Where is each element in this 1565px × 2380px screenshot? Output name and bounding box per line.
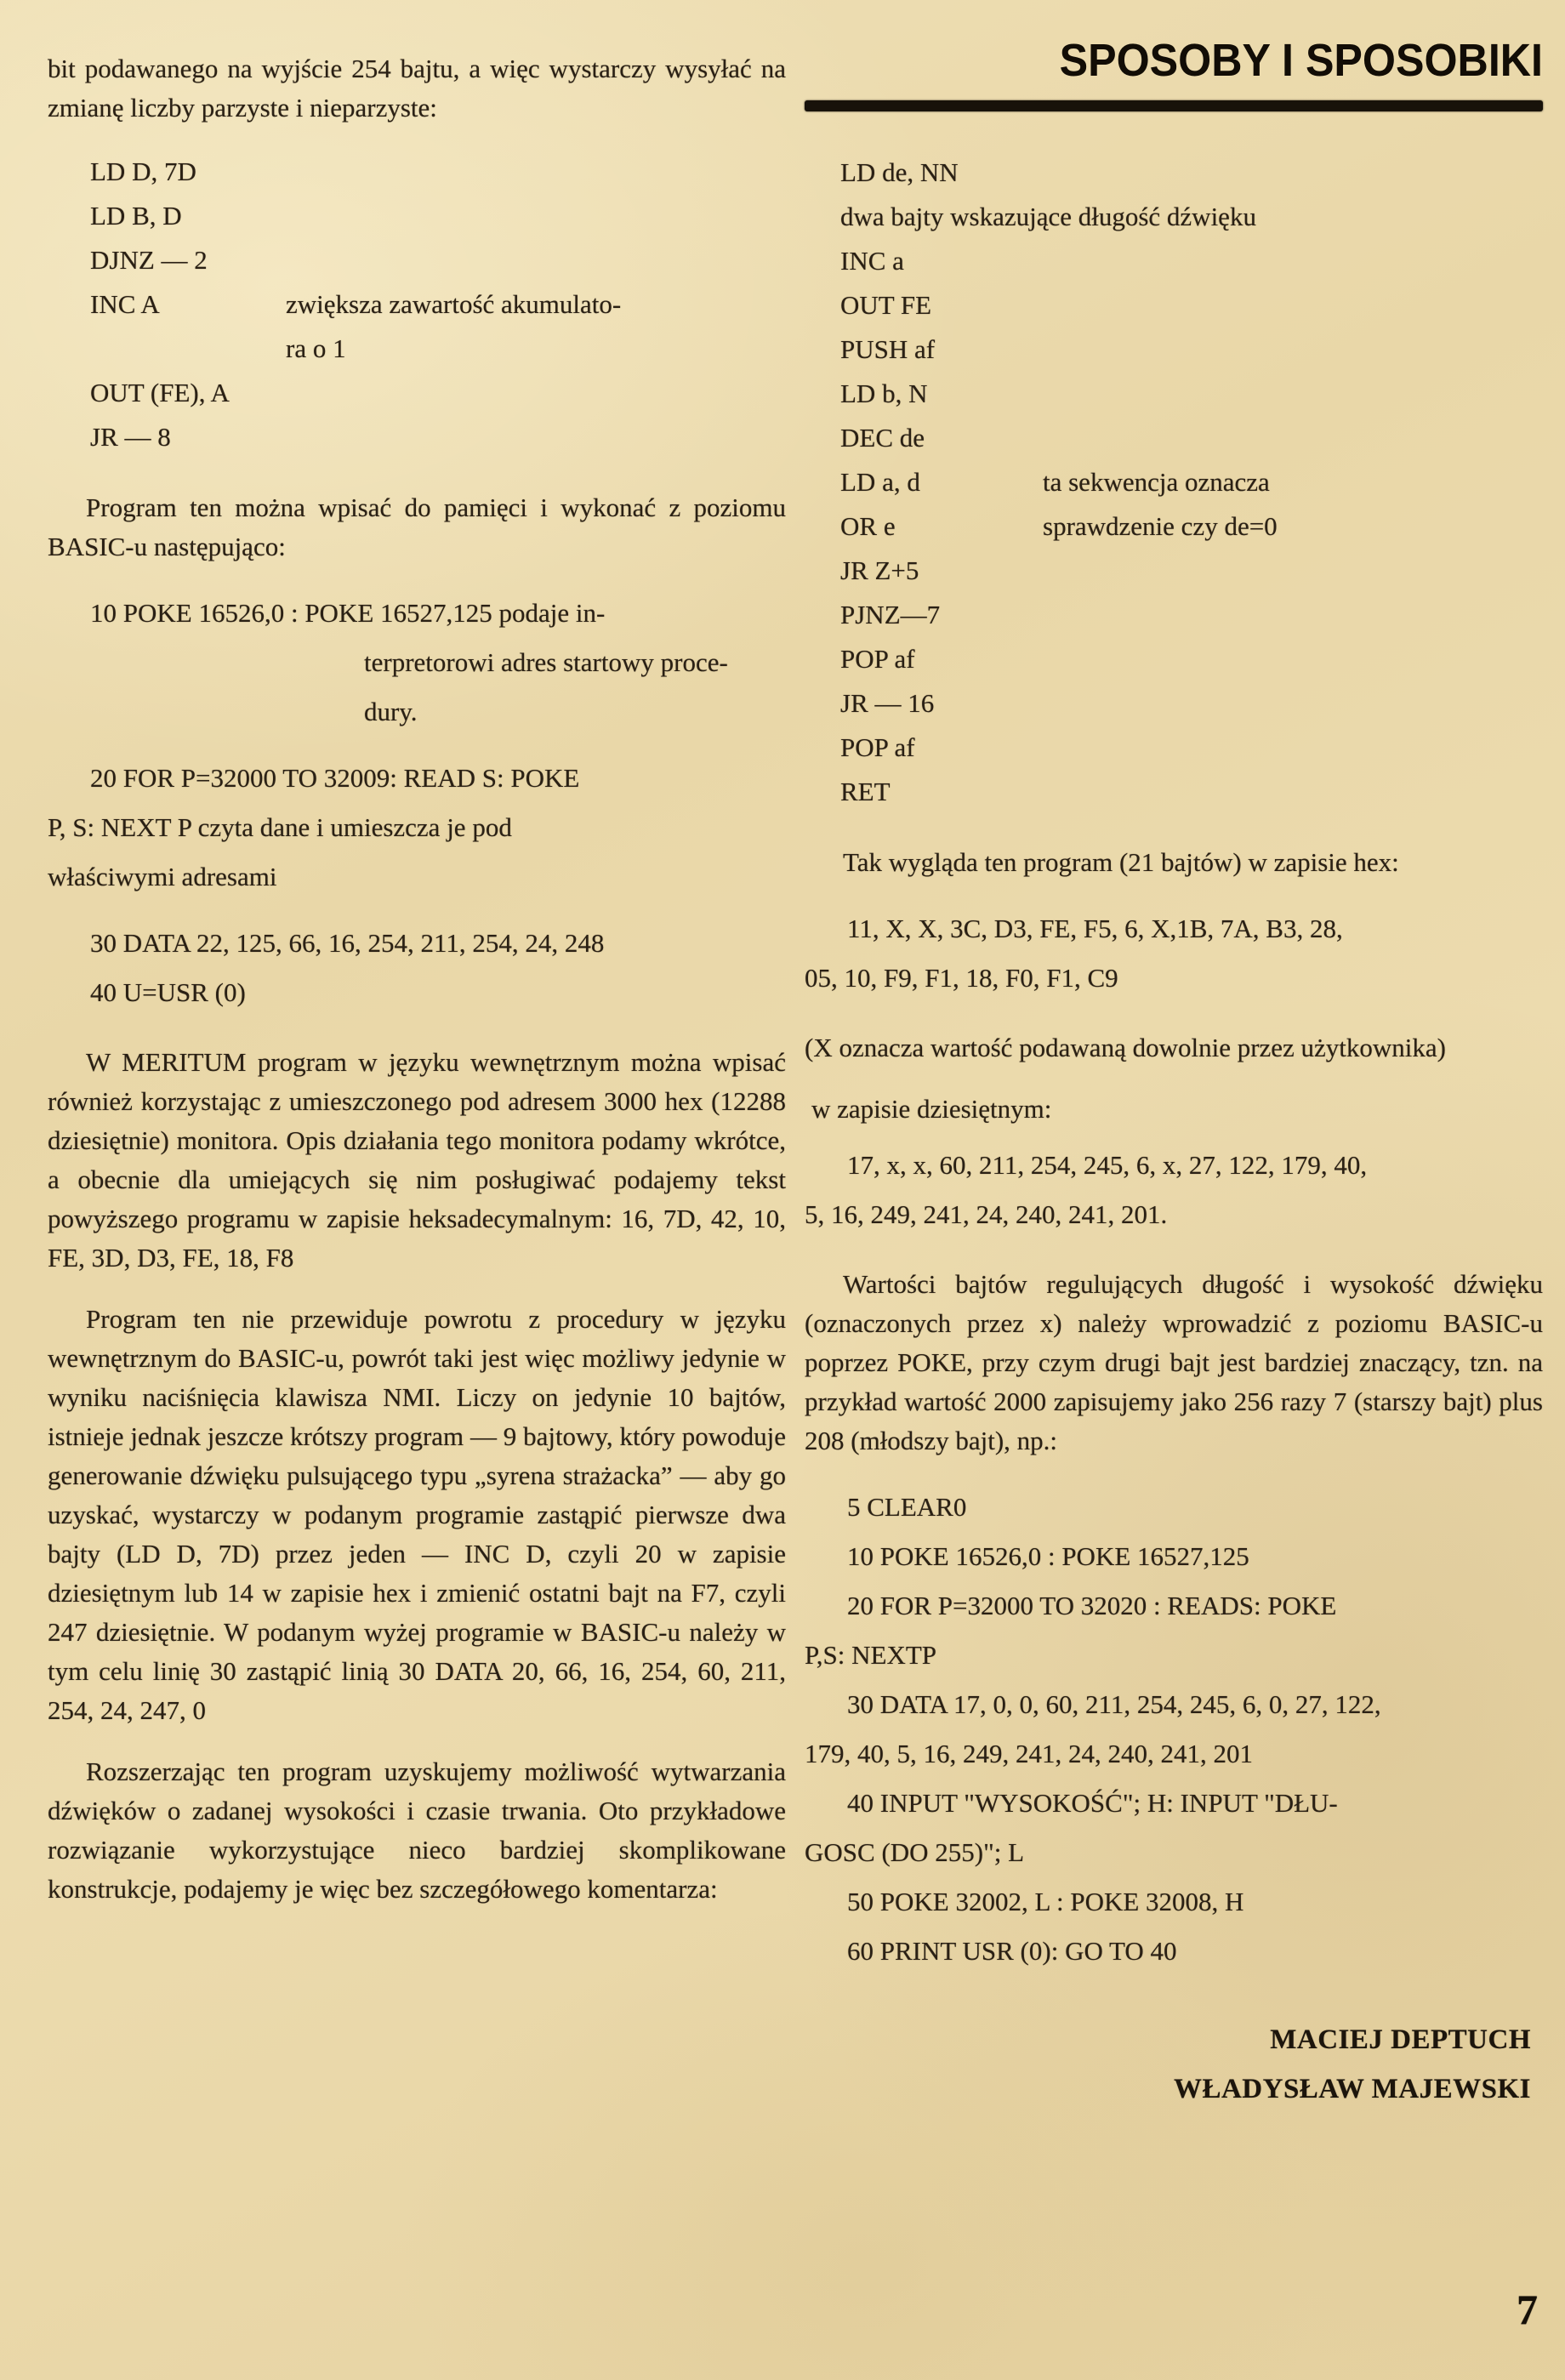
basic-line: terpretorowi adres startowy proce- <box>364 647 728 677</box>
asm-line <box>805 726 1543 770</box>
asm-opcode: INC a <box>840 246 904 276</box>
asm-opcode: DEC de <box>840 423 925 453</box>
basic-line: 50 POKE 32002, L : POKE 32008, H <box>847 1887 1244 1916</box>
asm-comment <box>1043 151 1543 195</box>
asm-comment <box>1043 770 1543 814</box>
nmi-paragraph: Program ten nie przewiduje powrotu z procedury w języku wewnętrznym do BASIC-u, powrót taki jest więc możliwy jedynie w wyniku naciśnięcia klawisza NMI. Liczy on jedynie 10 bajtów, istnieje jednak jeszcze krótszy program — 9 bajtowy, który powoduje generowanie dźwięku pulsującego typu „syrena strażacka” — aby go uzyskać, wystarczy w podanym programie zastąpić pierwsze dwa bajty (LD D, 7D) przez jeden — INC D, czyli 20 w zapisie dziesiętnym lub 14 w zapisie hex i zmienić ostatni bajt na F7, czyli 247 dziesiętnie. W podanym wyżej programie w BASIC-u należy w tym celu linię 30 zastąpić linią 30 DATA 20, 66, 16, 254, 60, 211, 254, 24, 247, 0 <box>48 1304 786 1725</box>
asm-line <box>805 593 1543 637</box>
divider-rule <box>805 100 1543 111</box>
assembly-listing-short <box>48 150 786 459</box>
asm-opcode: LD b, N <box>840 379 928 408</box>
asm-opcode: OUT FE <box>840 290 932 320</box>
asm-comment <box>1043 283 1543 327</box>
page-number: 7 <box>1517 2286 1538 2333</box>
asm-opcode: LD de, NN <box>840 157 959 187</box>
asm-comment <box>1043 239 1543 283</box>
asm-comment <box>1043 637 1543 681</box>
intro-paragraph: bit podawanego na wyjście 254 bajtu, a więc wystarczy wysyłać na zmianę liczby parzyste i nieparzyste: <box>48 54 786 122</box>
basic-listing-1 <box>48 589 786 1017</box>
asm-opcode: LD D, 7D <box>90 157 196 186</box>
asm-comment <box>1043 416 1543 460</box>
basic-line: dury. <box>364 697 418 726</box>
decimal-label: w zapisie dziesiętnym: <box>811 1094 1052 1124</box>
decimal-listing <box>805 1141 1543 1239</box>
asm-opcode: JR — 16 <box>840 688 935 718</box>
left-column <box>48 49 786 1931</box>
asm-opcode <box>48 327 286 371</box>
hex-line: 11, X, X, 3C, D3, FE, F5, 6, X,1B, 7A, B3, 28, <box>847 914 1343 943</box>
basic-line: 20 FOR P=32000 TO 32020 : READS: POKE <box>847 1591 1337 1620</box>
asm-line <box>805 372 1543 416</box>
asm-comment <box>286 238 786 282</box>
basic-line: właściwymi adresami <box>48 862 277 891</box>
basic-intro-paragraph: Program ten można wpisać do pamięci i wykonać z poziomu BASIC-u następująco: <box>48 493 786 561</box>
asm-comment <box>1043 593 1543 637</box>
asm-comment <box>286 371 786 415</box>
x-note-paragraph: (X oznacza wartość podawaną dowolnie przez użytkownika) <box>805 1033 1447 1062</box>
section-masthead <box>805 34 1543 111</box>
asm-line <box>805 637 1543 681</box>
asm-comment <box>1043 327 1543 372</box>
hex-line: 05, 10, F9, F1, 18, F0, F1, C9 <box>805 963 1118 993</box>
basic-line: 30 DATA 17, 0, 0, 60, 211, 254, 245, 6, 0, 27, 122, <box>847 1689 1381 1719</box>
asm-opcode: POP af <box>840 732 915 762</box>
asm-line <box>805 327 1543 372</box>
asm-comment: ta sekwencja oznacza <box>1043 467 1270 497</box>
asm-line <box>805 283 1543 327</box>
asm-opcode: JR — 8 <box>90 422 171 452</box>
asm-line <box>48 282 786 327</box>
assembly-listing-extended <box>805 151 1543 814</box>
basic-line: 10 POKE 16526,0 : POKE 16527,125 <box>847 1541 1249 1571</box>
asm-opcode: OR e <box>840 511 896 541</box>
asm-opcode: OUT (FE), A <box>90 378 230 407</box>
author-name: MACIEJ DEPTUCH <box>1270 2024 1531 2055</box>
asm-opcode: DJNZ — 2 <box>90 245 208 275</box>
hex-intro-paragraph: Tak wygląda ten program (21 bajtów) w zapisie hex: <box>843 847 1399 877</box>
basic-line: 60 PRINT USR (0): GO TO 40 <box>847 1936 1177 1966</box>
basic-line: 179, 40, 5, 16, 249, 241, 24, 240, 241, 201 <box>805 1739 1253 1768</box>
decimal-line: 17, x, x, 60, 211, 254, 245, 6, x, 27, 122, 179, 40, <box>847 1150 1368 1180</box>
decimal-line: 5, 16, 249, 241, 24, 240, 241, 201. <box>805 1199 1168 1229</box>
asm-line <box>48 415 786 459</box>
asm-line <box>805 504 1543 549</box>
asm-line <box>805 681 1543 726</box>
asm-comment <box>286 150 786 194</box>
asm-comment <box>286 415 786 459</box>
extend-paragraph: Rozszerzając ten program uzyskujemy możliwość wytwarzania dźwięków o zadanej wysokości i czasie trwania. Oto przykładowe rozwiązanie wykorzystujące nieco bardziej skomplikowane konstrukcje, podajemy je więc bez szczegółowego komentarza: <box>48 1757 786 1904</box>
asm-opcode: POP af <box>840 644 915 674</box>
basic-line: 20 FOR P=32000 TO 32009: READ S: POKE <box>90 763 580 793</box>
basic-line: 10 POKE 16526,0 : POKE 16527,125 podaje in- <box>90 598 606 628</box>
author-name: WŁADYSŁAW MAJEWSKI <box>1173 2074 1531 2104</box>
basic-line: 40 INPUT "WYSOKOŚĆ"; H: INPUT "DŁU- <box>847 1788 1338 1818</box>
asm-comment <box>1043 681 1543 726</box>
asm-line <box>805 416 1543 460</box>
author-credits <box>805 2015 1543 2114</box>
asm-line <box>805 239 1543 283</box>
asm-opcode: RET <box>840 777 891 806</box>
asm-line <box>48 150 786 194</box>
basic-line: 30 DATA 22, 125, 66, 16, 254, 211, 254, 24, 248 <box>90 928 605 958</box>
right-column <box>805 34 1543 2114</box>
asm-line <box>805 151 1543 195</box>
asm-comment: zwiększa zawartość akumulato- <box>286 289 622 319</box>
asm-line <box>805 460 1543 504</box>
asm-opcode: PUSH af <box>840 334 936 364</box>
basic-line: P,S: NEXTP <box>805 1640 937 1670</box>
asm-comment <box>1043 726 1543 770</box>
basic-line: GOSC (DO 255)"; L <box>805 1837 1025 1867</box>
asm-opcode: LD B, D <box>90 201 182 231</box>
asm-comment <box>286 194 786 238</box>
asm-comment <box>1043 549 1543 593</box>
asm-opcode: JR Z+5 <box>840 555 919 585</box>
asm-comment: ra o 1 <box>286 333 346 363</box>
asm-line <box>48 371 786 415</box>
asm-comment: sprawdzenie czy de=0 <box>1043 511 1278 541</box>
asm-comment: dwa bajty wskazujące długość dźwięku <box>840 202 1256 231</box>
values-paragraph: Wartości bajtów regulujących długość i wysokość dźwięku (oznaczonych przez x) należy wprowadzić z poziomu BASIC-u poprzez POKE, przy czym drugi bajt jest bardziej znaczący, tzn. na przykład wartość 2000 zapisujemy jako 256 razy 7 (starszy bajt) plus 208 (młodszy bajt), np.: <box>805 1269 1543 1455</box>
basic-line: P, S: NEXT P czyta dane i umieszcza je pod <box>48 812 512 842</box>
basic-line: 5 CLEAR0 <box>847 1492 967 1522</box>
asm-comment <box>1043 372 1543 416</box>
asm-line <box>48 327 786 371</box>
hex-listing <box>805 904 1543 1003</box>
basic-line: 40 U=USR (0) <box>90 977 246 1007</box>
asm-line <box>48 194 786 238</box>
asm-comment-line <box>805 195 1543 239</box>
asm-opcode: INC A <box>90 289 160 319</box>
asm-line <box>805 770 1543 814</box>
meritum-paragraph: W MERITUM program w języku wewnętrznym można wpisać również korzystając z umieszczonego pod adresem 3000 hex (12288 dziesiętnie) monitora. Opis działania tego monitora podamy wkrótce, a obecnie dla umiejących się nim posługiwać podajemy tekst powyższego programu w zapisie heksadecymalnym: 16, 7D, 42, 10, FE, 3D, D3, FE, 18, F8 <box>48 1047 786 1273</box>
asm-opcode: PJNZ—7 <box>840 600 941 629</box>
asm-line <box>48 238 786 282</box>
basic-listing-2 <box>805 1483 1543 1976</box>
asm-line <box>805 549 1543 593</box>
section-title: SPOSOBY I SPOSOBIKI <box>1059 35 1543 86</box>
asm-opcode: LD a, d <box>840 467 920 497</box>
